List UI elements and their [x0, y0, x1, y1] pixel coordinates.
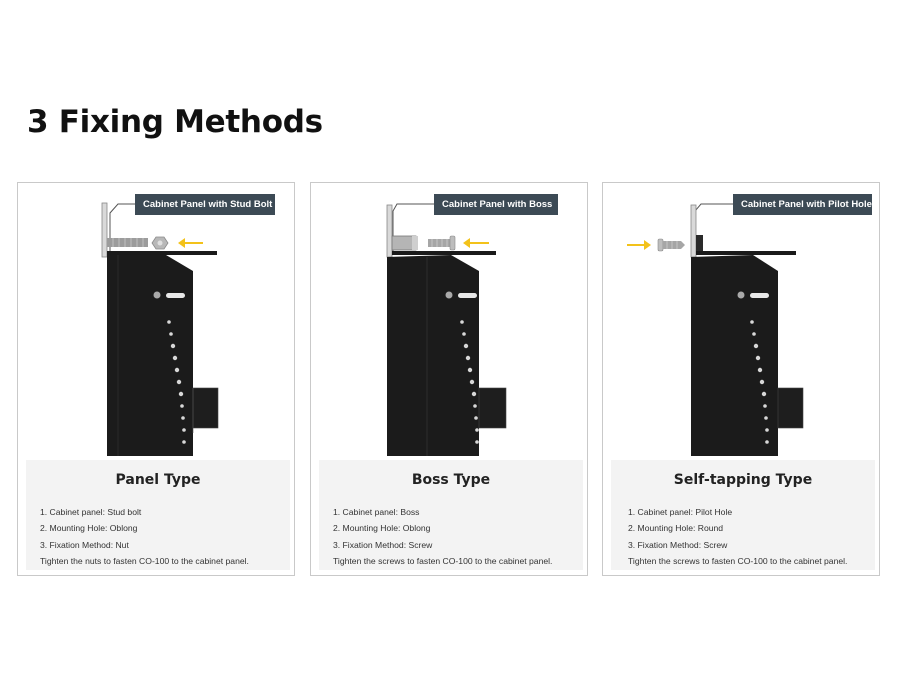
- summary-text: Tighten the screws to fasten CO-100 to the cabinet panel.: [628, 556, 848, 567]
- card-panel-type: [17, 182, 295, 576]
- boss-type-illustration: [311, 183, 587, 458]
- spec-line: 1. Cabinet panel: Stud bolt: [40, 507, 142, 517]
- arrow-right-icon: [627, 240, 651, 250]
- callout-label: Cabinet Panel with Pilot Hole: [733, 194, 872, 215]
- spec-line: 1. Cabinet panel: Boss: [333, 507, 420, 517]
- callout-label: Cabinet Panel with Stud Bolt: [135, 194, 275, 215]
- page-title: 3 Fixing Methods: [27, 104, 323, 140]
- spec-line: 3. Fixation Method: Nut: [40, 539, 129, 550]
- info-panel: [319, 460, 583, 570]
- type-title: Self-tapping Type: [673, 472, 813, 488]
- cabinet-body: [107, 255, 193, 456]
- cabinet-body: [691, 255, 778, 456]
- spec-list: [628, 504, 847, 570]
- spec-line: 2. Mounting Hole: Round: [628, 523, 724, 534]
- cabinet-panel-plate: [387, 205, 392, 257]
- arrow-left-icon: [178, 238, 203, 248]
- screw: [658, 239, 663, 251]
- info-panel: [611, 460, 875, 570]
- spec-list: [333, 504, 552, 570]
- cabinet-body: [387, 255, 479, 456]
- callout-label: Cabinet Panel with Boss: [434, 194, 558, 215]
- card-boss-type: [310, 182, 588, 576]
- spec-list: [40, 504, 249, 570]
- spec-line: 3. Fixation Method: Screw: [628, 539, 728, 550]
- cabinet-panel-plate: [691, 205, 696, 257]
- self-tapping-illustration: [603, 183, 879, 458]
- type-title: Panel Type: [115, 472, 201, 488]
- arrow-left-icon: [463, 238, 489, 248]
- spec-line: 3. Fixation Method: Screw: [333, 539, 433, 550]
- spec-line: 2. Mounting Hole: Oblong: [40, 523, 138, 534]
- callout-leader: [695, 204, 733, 233]
- spec-line: 1. Cabinet panel: Pilot Hole: [628, 507, 733, 517]
- type-title: Boss Type: [411, 472, 491, 488]
- summary-text: Tighten the nuts to fasten CO-100 to the cabinet panel.: [40, 556, 249, 567]
- info-panel: [26, 460, 290, 570]
- summary-text: Tighten the screws to fasten CO-100 to the cabinet panel.: [333, 556, 553, 567]
- card-self-tapping-type: [602, 182, 880, 576]
- spec-line: 2. Mounting Hole: Oblong: [333, 523, 431, 534]
- panel-type-illustration: [18, 183, 294, 458]
- cabinet-panel-plate: [102, 203, 107, 257]
